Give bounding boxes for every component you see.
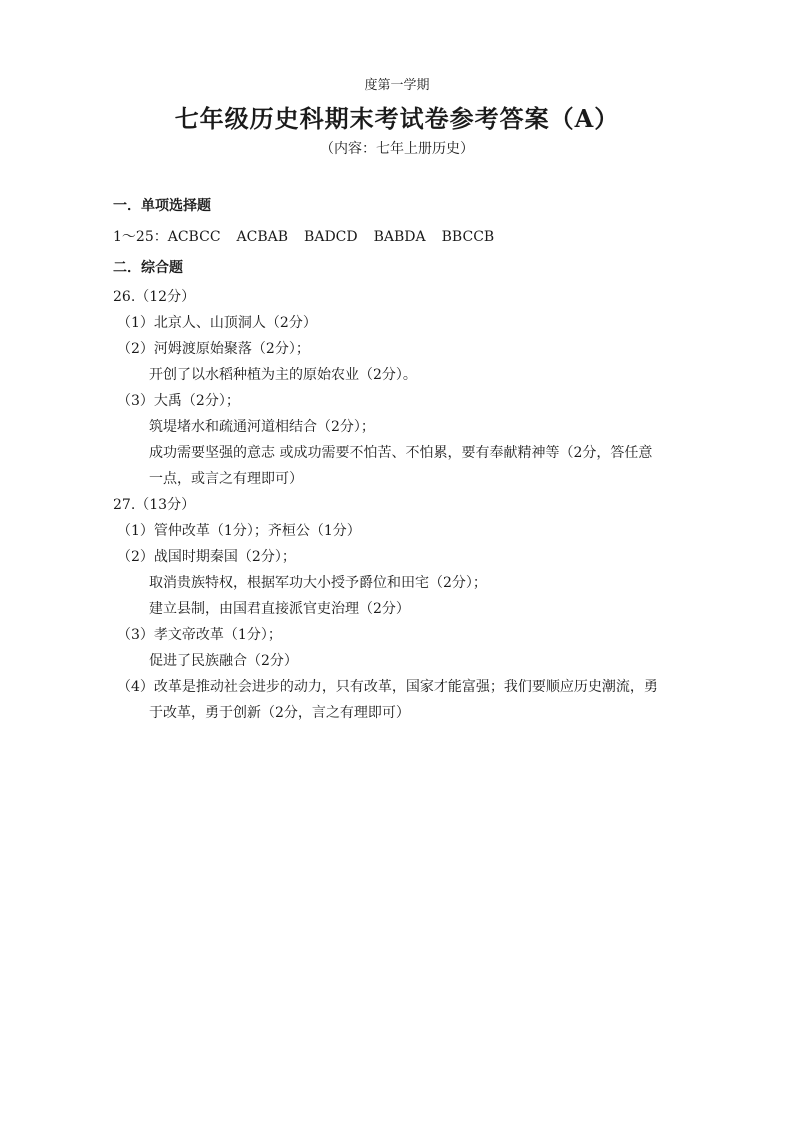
q27-part1: （1）管仲改革（1分）；齐桓公（1分） <box>117 523 361 539</box>
question-26-label: 26.（12分） <box>113 289 196 305</box>
question-27-label: 27.（13分） <box>113 497 196 513</box>
q27-part4-a: （4）改革是推动社会进步的动力，只有改革，国家才能富强；我们要顺应历史潮流，勇 <box>117 679 658 695</box>
choice-answers-line <box>113 228 510 246</box>
choice-answer-group-3: BADCD <box>304 229 358 245</box>
choice-answer-group-2: ACBAB <box>236 229 289 245</box>
choice-answer-group-4: BABDA <box>373 229 426 245</box>
q26-part3-b: 筑堤堵水和疏通河道相结合（2分）； <box>149 419 375 435</box>
choice-answer-group-5: BBCCB <box>441 229 495 245</box>
q26-part2-a: （2）河姆渡原始聚落（2分）； <box>117 341 310 357</box>
q26-part3-a: （3）大禹（2分）； <box>117 393 240 409</box>
q27-part4-b: 于改革，勇于创新（2分，言之有理即可） <box>149 705 410 721</box>
term-label: 度第一学期 <box>364 78 430 93</box>
choice-range: 1～25： <box>113 229 168 245</box>
q26-part2-b: 开创了以水稻种植为主的原始农业（2分）。 <box>149 367 417 383</box>
q27-part3-b: 促进了民族融合（2分） <box>149 653 298 669</box>
q26-part3-d: 一点，或言之有理即可） <box>149 471 303 487</box>
q27-part2-b: 取消贵族特权，根据军功大小授予爵位和田宅（2分）； <box>149 575 487 591</box>
q26-part1: （1）北京人、山顶洞人（2分） <box>117 315 317 331</box>
page-title: 七年级历史科期末考试卷参考答案（A） <box>174 104 620 133</box>
q27-part2-c: 建立县制，由国君直接派官吏治理（2分） <box>149 601 410 617</box>
q27-part2-a: （2）战国时期秦国（2分）； <box>117 549 296 565</box>
page-subtitle: （内容：七年上册历史） <box>320 141 474 157</box>
q26-part3-c: 成功需要坚强的意志 或成功需要不怕苦、不怕累，要有奉献精神等（2分，答任意 <box>149 445 653 461</box>
choice-answer-group-1: ACBCC <box>167 229 221 245</box>
section-heading-comprehensive: 二．综合题 <box>113 260 183 276</box>
section-heading-choice: 一．单项选择题 <box>113 198 211 214</box>
q27-part3-a: （3）孝文帝改革（1分）； <box>117 627 282 643</box>
